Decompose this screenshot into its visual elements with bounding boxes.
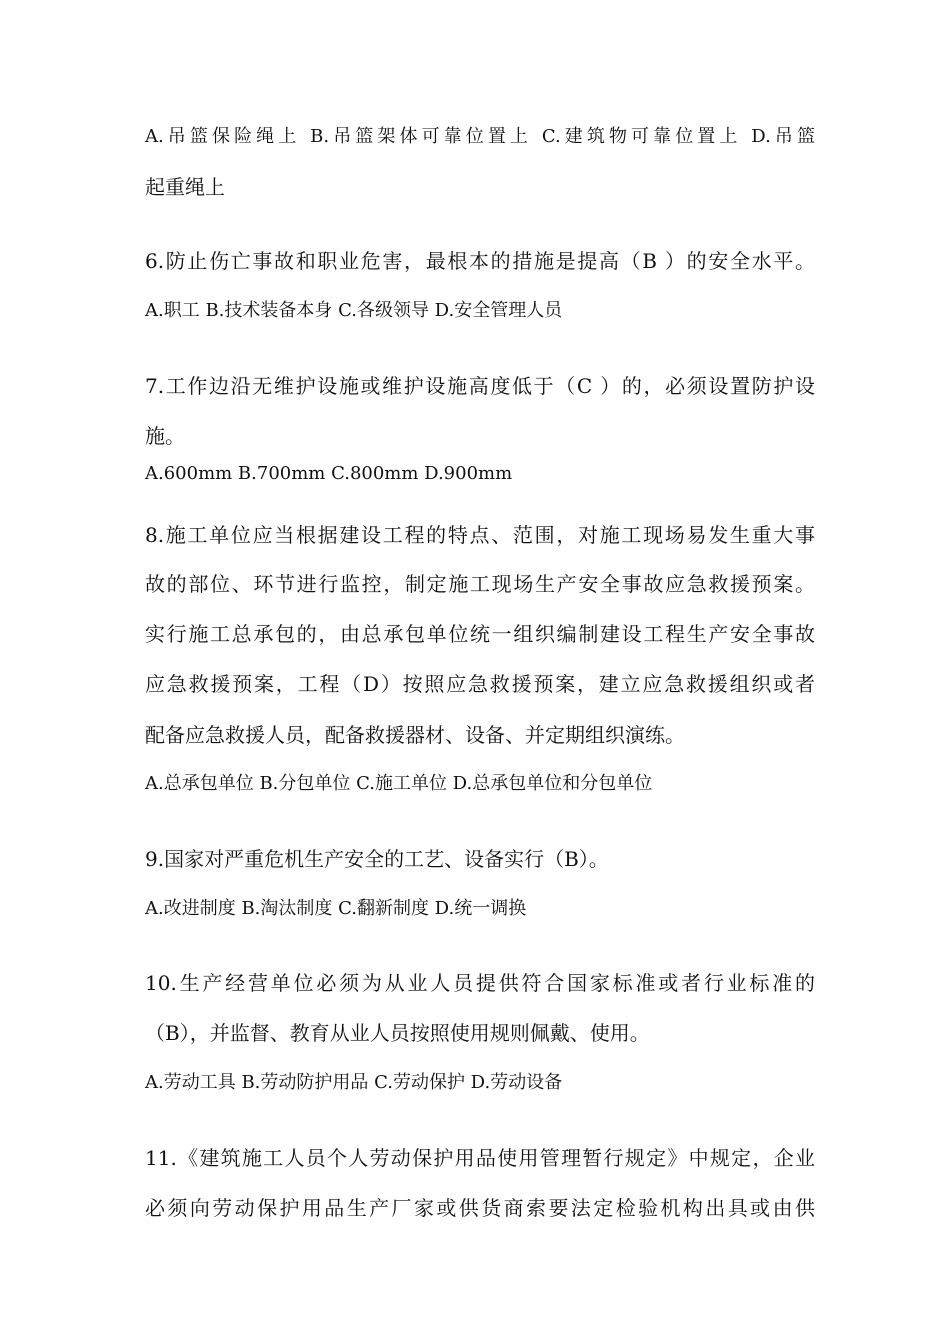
q8-question-line-3: 实行施工总承包的，由总承包单位统一组织编制建设工程生产安全事故 <box>145 622 815 646</box>
q9-options: A.改进制度 B.淘汰制度 C.翻新制度 D.统一调换 <box>145 898 527 919</box>
q8-question-line-1: 8.施工单位应当根据建设工程的特点、范围，对施工现场易发生重大事 <box>145 523 815 547</box>
q9-question: 9.国家对严重危机生产安全的工艺、设备实行（B）。 <box>145 847 609 871</box>
q6-options: A.职工 B.技术装备本身 C.各级领导 D.安全管理人员 <box>145 300 563 321</box>
q7-options: A.600mm B.700mm C.800mm D.900mm <box>145 463 513 484</box>
q8-question-line-5: 配备应急救援人员，配备救援器材、设备、并定期组织演练。 <box>145 723 685 747</box>
q5-options-line-1: A.吊篮保险绳上 B.吊篮架体可靠位置上 C.建筑物可靠位置上 D.吊篮 <box>145 126 815 147</box>
q8-question-line-2: 故的部位、环节进行监控，制定施工现场生产安全事故应急救援预案。 <box>145 572 815 596</box>
q10-options: A.劳动工具 B.劳动防护用品 C.劳动保护 D.劳动设备 <box>145 1072 563 1093</box>
q7-question-line-2: 施。 <box>145 424 185 448</box>
q11-question-line-1: 11.《建筑施工人员个人劳动保护用品使用管理暂行规定》中规定，企业 <box>145 1146 815 1170</box>
q7-question-line-1: 7.工作边沿无维护设施或维护设施高度低于（C ）的，必须设置防护设 <box>145 374 815 398</box>
q6-question: 6.防止伤亡事故和职业危害，最根本的措施是提高（B ）的安全水平。 <box>145 249 815 273</box>
q5-options-line-2: 起重绳上 <box>145 175 225 199</box>
q10-question-line-2: （B），并监督、教育从业人员按照使用规则佩戴、使用。 <box>145 1021 650 1045</box>
q8-options: A.总承包单位 B.分包单位 C.施工单位 D.总承包单位和分包单位 <box>145 773 653 794</box>
q8-question-line-4: 应急救援预案，工程（D）按照应急救援预案，建立应急救援组织或者 <box>145 672 815 696</box>
q10-question-line-1: 10.生产经营单位必须为从业人员提供符合国家标准或者行业标准的 <box>145 971 815 995</box>
q11-question-line-2: 必须向劳动保护用品生产厂家或供货商索要法定检验机构出具或由供 <box>145 1196 815 1220</box>
